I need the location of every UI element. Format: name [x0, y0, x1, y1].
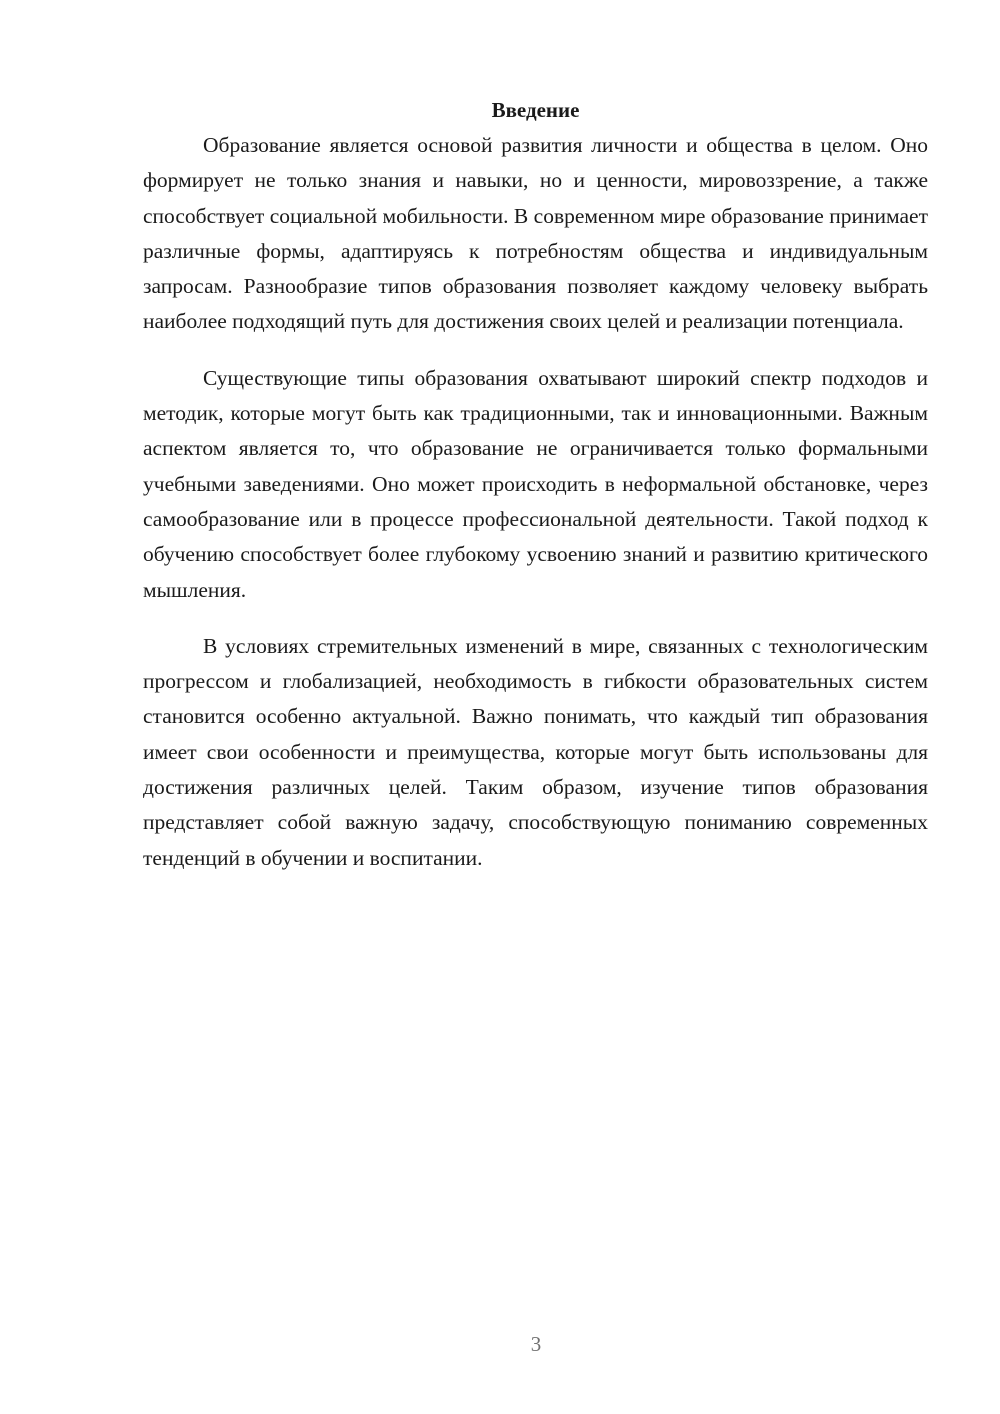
- paragraph-1: Образование является основой развития личности и общества в целом. Оно формирует не только знания и навыки, но и ценности, мировоззрение, а также способствует социальной мобильности. В современном мире образование принимает различные формы, адаптируясь к потребностям общества и индивидуальным запросам. Разнообразие типов образования позволяет каждому человеку выбрать наиболее подходящий путь для достижения своих целей и реализации потенциала.: [143, 133, 928, 334]
- page-content: [143, 93, 928, 876]
- paragraph-2: Существующие типы образования охватывают широкий спектр подходов и методик, которые могут быть как традиционными, так и инновационными. Важным аспектом является то, что образование не ограничивается только формальными учебными заведениями. Оно может происходить в неформальной обстановке, через самообразование или в процессе профессиональной деятельности. Такой подход к обучению способствует более глубокому усвоению знаний и развитию критического мышления.: [143, 365, 928, 602]
- paragraph-3: В условиях стремительных изменений в мире, связанных с технологическим прогрессом и глобализацией, необходимость в гибкости образовательных систем становится особенно актуальной. Важно понимать, что каждый тип образования имеет свои особенности и преимущества, которые могут быть использованы для достижения различных целей. Таким образом, изучение типов образования представляет собой важную задачу, способствующую пониманию современных тенденций в обучении и воспитании.: [143, 633, 928, 870]
- page-title: Введение: [491, 98, 580, 122]
- page-number: 3: [530, 1332, 542, 1356]
